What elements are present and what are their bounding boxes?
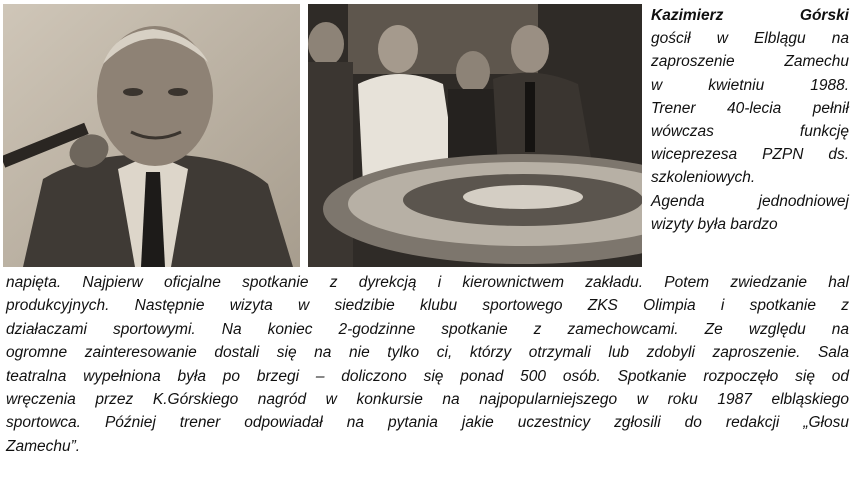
article-body [6, 271, 849, 458]
caption-name: Kazimierz Górski [651, 7, 849, 24]
side-caption [651, 4, 849, 236]
photo-visit-turbine-workshop [308, 4, 642, 267]
caption-line: zaproszenie Zamechu [651, 53, 849, 71]
caption-line: wizyty była bardzo [651, 215, 778, 233]
caption-line: wiceprezesa PZPN ds. [651, 146, 849, 164]
caption-line: wówczas funkcję [651, 123, 849, 141]
body-line: wręczenia przez K.Górskiego nagród w konkursie na najpopularniejszego w roku 1987 elbląskiego [6, 391, 849, 409]
caption-line: w kwietniu 1988. [651, 76, 849, 94]
body-line: sportowca. Później trener odpowiadał na pytania jakie uczestnicy zgłosili do redakcji „Głosu [6, 414, 849, 432]
caption-line: Agenda jednodniowej [651, 192, 849, 210]
caption-line: szkoleniowych. [651, 169, 756, 187]
photo-speaker-at-microphone [3, 4, 300, 267]
body-line: działaczami sportowymi. Na koniec 2-godzinne spotkanie z zamechowcami. Ze względu na [6, 320, 849, 338]
body-line: ogromne zainteresowanie dostali się na nie tylko ci, którzy otrzymali lub zdobyli zaproszenie. Sala [6, 344, 849, 362]
body-line: teatralna wypełniona była po brzegi – doliczono się ponad 500 osób. Spotkanie rozpoczęło się od [6, 367, 849, 385]
body-line: napięta. Najpierw oficjalne spotkanie z dyrekcją i kierownictwem zakładu. Potem zwiedzanie hal [6, 274, 849, 291]
caption-line: gościł w Elblągu na [651, 30, 849, 48]
caption-line: Trener 40-lecia pełnił [651, 99, 849, 117]
body-line: Zamechu”. [6, 437, 81, 455]
body-line: produkcyjnych. Następnie wizyta w siedzibie klubu sportowego ZKS Olimpia i spotkanie z [6, 297, 849, 315]
